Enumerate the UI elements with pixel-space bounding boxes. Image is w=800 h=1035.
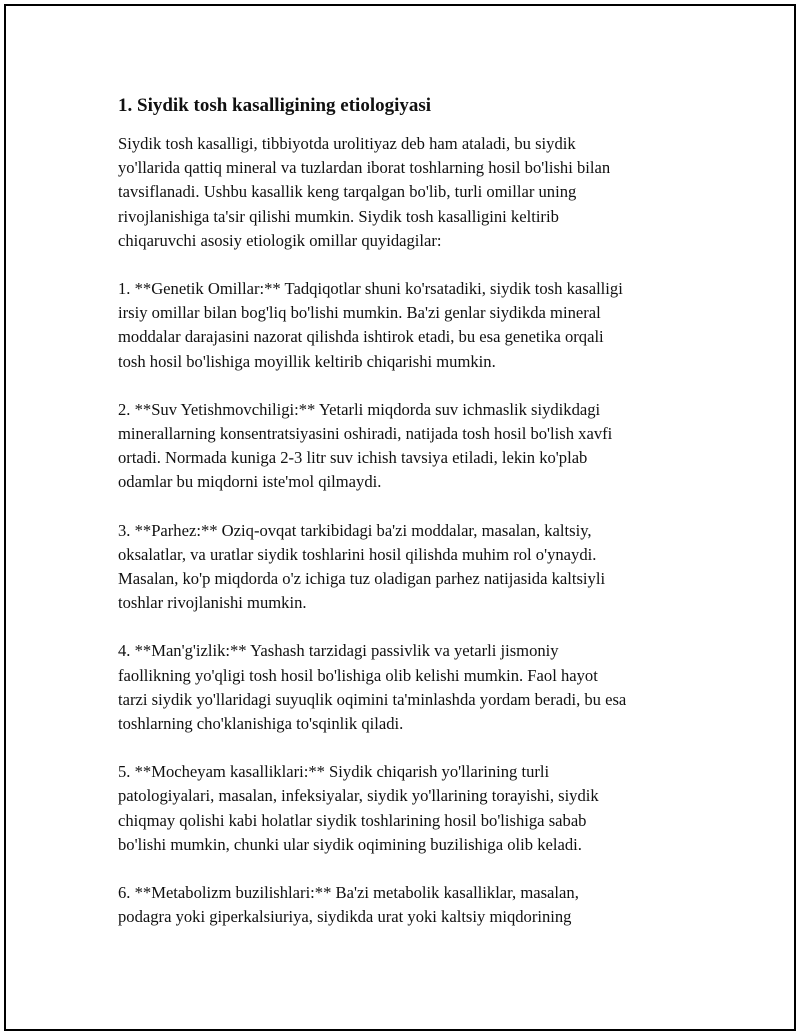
- intro-paragraph: [118, 132, 698, 253]
- urinary-diseases-paragraph: [118, 760, 698, 857]
- paragraph-line: chiqaruvchi asosiy etiologik omillar quyidagilar:: [118, 230, 442, 250]
- paragraph-line: Siydik tosh kasalligi, tibbiyotda urolitiyaz deb ham ataladi, bu siydik: [118, 134, 576, 153]
- paragraph-line: 2. **Suv Yetishmovchiligi:** Yetarli miqdorda suv ichmaslik siydikdagi: [118, 399, 601, 419]
- paragraph-line: patologiyalari, masalan, infeksiyalar, siydik yo'llarining torayishi, siydik: [118, 786, 599, 806]
- paragraph-line: 1. **Genetik Omillar:** Tadqiqotlar shuni ko'rsatadiki, siydik tosh kasalligi: [118, 279, 623, 299]
- paragraph-line: 6. **Metabolizm buzilishlari:** Ba'zi metabolik kasalliklar, masalan,: [118, 883, 579, 903]
- paragraph-line: yo'llarida qattiq mineral va tuzlardan iborat toshlarning hosil bo'lishi bilan: [118, 158, 611, 178]
- paragraph-line: oksalatlar, va uratlar siydik toshlarini hosil qilishda muhim rol o'ynaydi.: [118, 544, 597, 564]
- paragraph-line: bo'lishi mumkin, chunki ular siydik oqimining buzilishiga olib keladi.: [118, 834, 582, 854]
- paragraph-line: irsiy omillar bilan bog'liq bo'lishi mumkin. Ba'zi genlar siydikda mineral: [118, 303, 601, 323]
- paragraph-line: 4. **Man'g'izlik:** Yashash tarzidagi passivlik va yetarli jismoniy: [118, 641, 559, 661]
- paragraph-line: toshlarning cho'klanishiga to'sqinlik qiladi.: [118, 714, 404, 734]
- paragraph-line: Masalan, ko'p miqdorda o'z ichiga tuz oladigan parhez natijasida kaltsiyli: [118, 569, 606, 589]
- paragraph-line: toshlar rivojlanishi mumkin.: [118, 593, 307, 613]
- paragraph-line: 5. **Mocheyam kasalliklari:** Siydik chiqarish yo'llarining turli: [118, 762, 550, 782]
- document-body: [118, 92, 698, 953]
- paragraph-line: ortadi. Normada kuniga 2-3 litr suv ichish tavsiya etiladi, lekin ko'plab: [118, 448, 588, 468]
- paragraph-line: chiqmay qolishi kabi holatlar siydik toshlarining hosil bo'lishiga sabab: [118, 810, 587, 830]
- genetic-factors-paragraph: [118, 277, 698, 374]
- paragraph-line: rivojlanishiga ta'sir qilishi mumkin. Siydik tosh kasalligini keltirib: [118, 206, 559, 226]
- paragraph-line: tosh hosil bo'lishiga moyillik keltirib chiqarishi mumkin.: [118, 351, 496, 371]
- water-deficiency-paragraph: [118, 398, 698, 495]
- paragraph-line: odamlar bu miqdorni iste'mol qilmaydi.: [118, 472, 382, 492]
- section-heading: 1. Siydik tosh kasalligining etiologiyasi: [118, 95, 432, 116]
- paragraph-line: minerallarning konsentratsiyasini oshiradi, natijada tosh hosil bo'lish xavfi: [118, 424, 613, 444]
- inactivity-paragraph: [118, 639, 698, 736]
- paragraph-line: faollikning yo'qligi tosh hosil bo'lishiga olib kelishi mumkin. Faol hayot: [118, 665, 598, 685]
- paragraph-line: tavsiflanadi. Ushbu kasallik keng tarqalgan bo'lib, turli omillar uning: [118, 182, 577, 202]
- metabolic-disorders-paragraph: [118, 881, 698, 929]
- diet-paragraph: [118, 519, 698, 616]
- paragraph-line: moddalar darajasini nazorat qilishda ishtirok etadi, bu esa genetika orqali: [118, 327, 604, 347]
- paragraph-line: tarzi siydik yo'llaridagi suyuqlik oqimini ta'minlashda yordam beradi, bu esa: [118, 689, 627, 709]
- paragraph-line: 3. **Parhez:** Oziq-ovqat tarkibidagi ba'zi moddalar, masalan, kaltsiy,: [118, 520, 592, 540]
- paragraph-line: podagra yoki giperkalsiuriya, siydikda urat yoki kaltsiy miqdorining: [118, 907, 572, 927]
